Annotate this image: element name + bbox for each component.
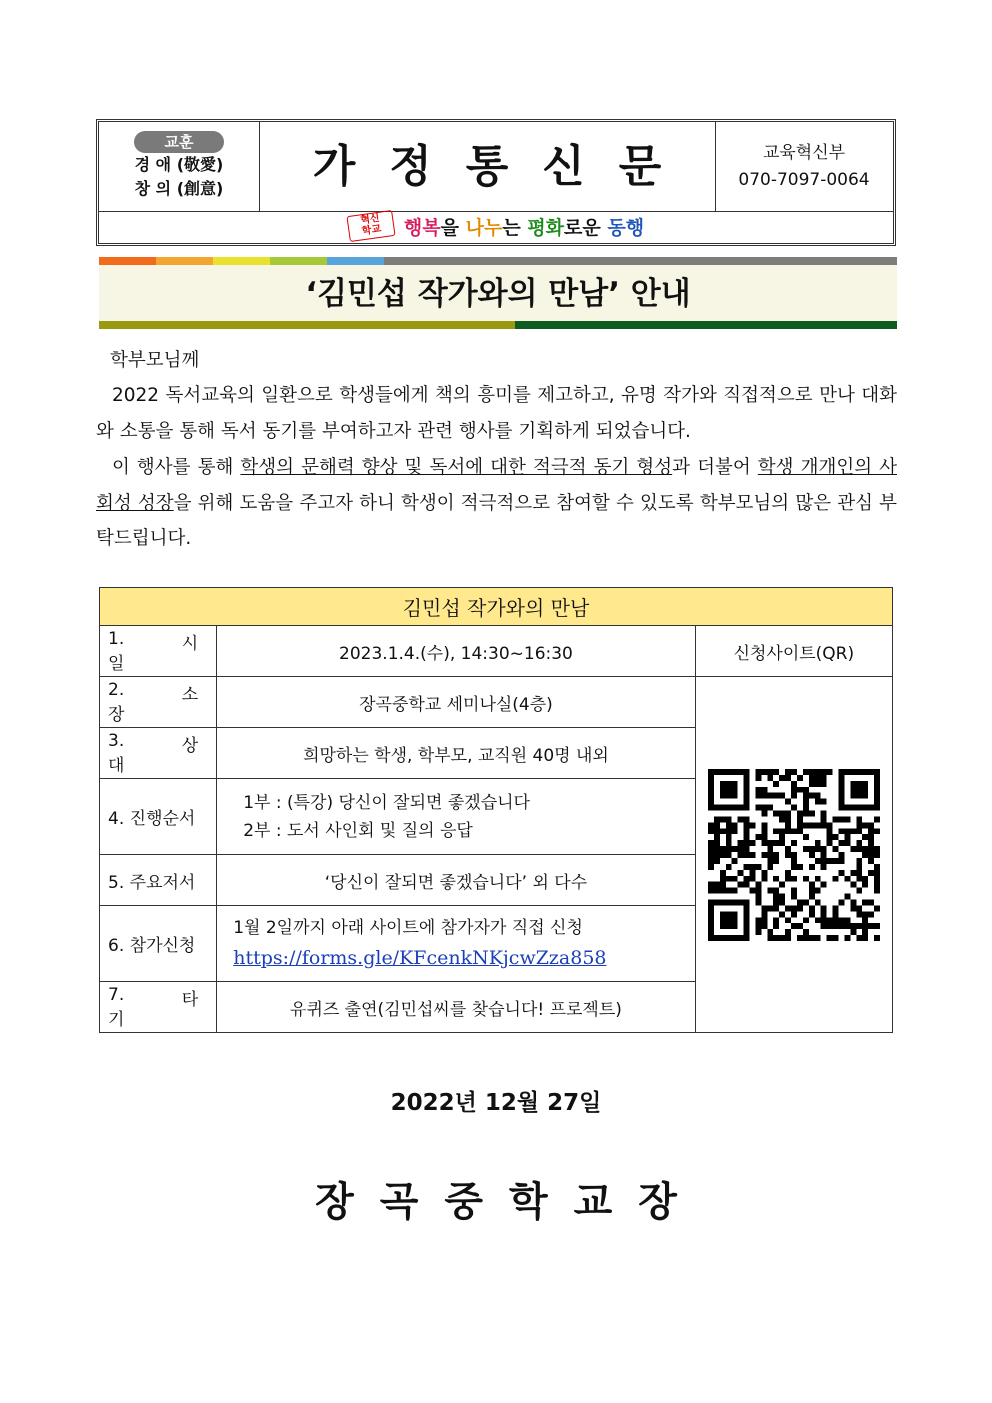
event-info-table — [99, 587, 893, 1033]
school-slogan — [99, 211, 893, 243]
row-value-etc: 유퀴즈 출연(김민섭씨를 찾습니다! 프로젝트) — [217, 982, 695, 1033]
slogan-segment: 동행 — [607, 217, 645, 239]
slogan-text — [404, 217, 644, 239]
row-label: 5. 주요저서 — [100, 855, 217, 906]
slogan-segment: 로운 — [564, 217, 608, 239]
underlined-goal-1: 학생의 문해력 향상 및 독서에 대한 적극적 동기 형성 — [240, 457, 673, 478]
row-label: 6. 참가신청 — [100, 906, 217, 982]
row-value-program — [217, 779, 695, 855]
intro-paragraph: 2022 독서교육의 일환으로 학생들에게 책의 흥미를 제고하고, 유명 작가와 직접적으로 만나 대화와 소통을 통해 독서 동기를 부여하고자 관련 행사를 기획하게 되었습니다. — [96, 385, 897, 442]
greeting: 학부모님께 — [110, 350, 200, 371]
qr-cell — [695, 677, 892, 1033]
row-value-registration — [217, 906, 695, 982]
motto-line-2: 창 의 (創意) — [134, 179, 224, 198]
row-value-datetime: 2023.1.4.(수), 14:30~16:30 — [217, 626, 695, 677]
slogan-segment: 평화 — [527, 217, 565, 239]
principal-signature: 장곡중학교장 — [315, 1179, 703, 1225]
document-title: 가정통신문 — [259, 122, 716, 211]
motto-line-1: 경 애 (敬愛) — [134, 155, 224, 174]
registration-note: 1월 2일까지 아래 사이트에 참가자가 직접 신청 — [233, 918, 583, 938]
issue-date: 2022년 12월 27일 — [390, 1090, 602, 1116]
slogan-segment: 행복 — [403, 217, 441, 239]
registration-link[interactable]: https://forms.gle/KFcenkNKjcwZza858 — [233, 947, 607, 969]
notice-title: ‘김민섭 작가와의 만남’ 안내 — [99, 265, 897, 321]
row-label: 1. 일 시 — [100, 626, 217, 677]
slogan-segment: 나누 — [465, 217, 503, 239]
program-part-2: 2부 : 도서 사인회 및 질의 응답 — [243, 820, 473, 841]
innovation-school-stamp: 혁신 학교 — [346, 209, 395, 241]
header-top-row — [99, 122, 893, 212]
table-caption: 김민섭 작가와의 만남 — [100, 588, 893, 626]
table-row — [100, 626, 893, 677]
slogan-segment: 는 — [502, 217, 528, 239]
row-value-books: ‘당신이 잘되면 좋겠습니다’ 외 다수 — [217, 855, 695, 906]
motto-label: 교훈 — [134, 131, 224, 153]
row-label: 7. 기 타 — [100, 982, 217, 1033]
qr-header: 신청사이트(QR) — [695, 626, 892, 677]
purpose-paragraph: 이 행사를 통해 학생의 문해력 향상 및 독서에 대한 적극적 동기 형성과 더불어 학생 개개인의 사회성 성장을 위해 도움을 주고자 하니 학생이 적극적으로 참여할 수 있도록 학부모님의 많은 관심 부탁드립니다. — [96, 457, 897, 549]
row-value-audience: 희망하는 학생, 학부모, 교직원 40명 내외 — [217, 728, 695, 779]
table-row — [100, 677, 893, 728]
program-part-1: 1부 : (특강) 당신이 잘되면 좋겠습니다 — [243, 792, 530, 813]
banner-top-stripe — [99, 257, 897, 265]
department-name: 교육혁신부 — [762, 143, 846, 163]
banner-bottom-stripe — [99, 321, 897, 329]
row-label: 4. 진행순서 — [100, 779, 217, 855]
row-label: 2. 장 소 — [100, 677, 217, 728]
slogan-segment: 을 — [440, 217, 466, 239]
phone-number: 070-7097-0064 — [738, 170, 870, 190]
row-label: 3. 대 상 — [100, 728, 217, 779]
school-motto — [99, 122, 260, 211]
qr-code-icon[interactable] — [708, 769, 880, 941]
newsletter-header — [96, 119, 896, 246]
contact-info — [715, 122, 893, 211]
underlined-goal-2: 학생 개개인의 사회성 성장 — [96, 457, 897, 514]
row-value-location: 장곡중학교 세미나실(4층) — [217, 677, 695, 728]
